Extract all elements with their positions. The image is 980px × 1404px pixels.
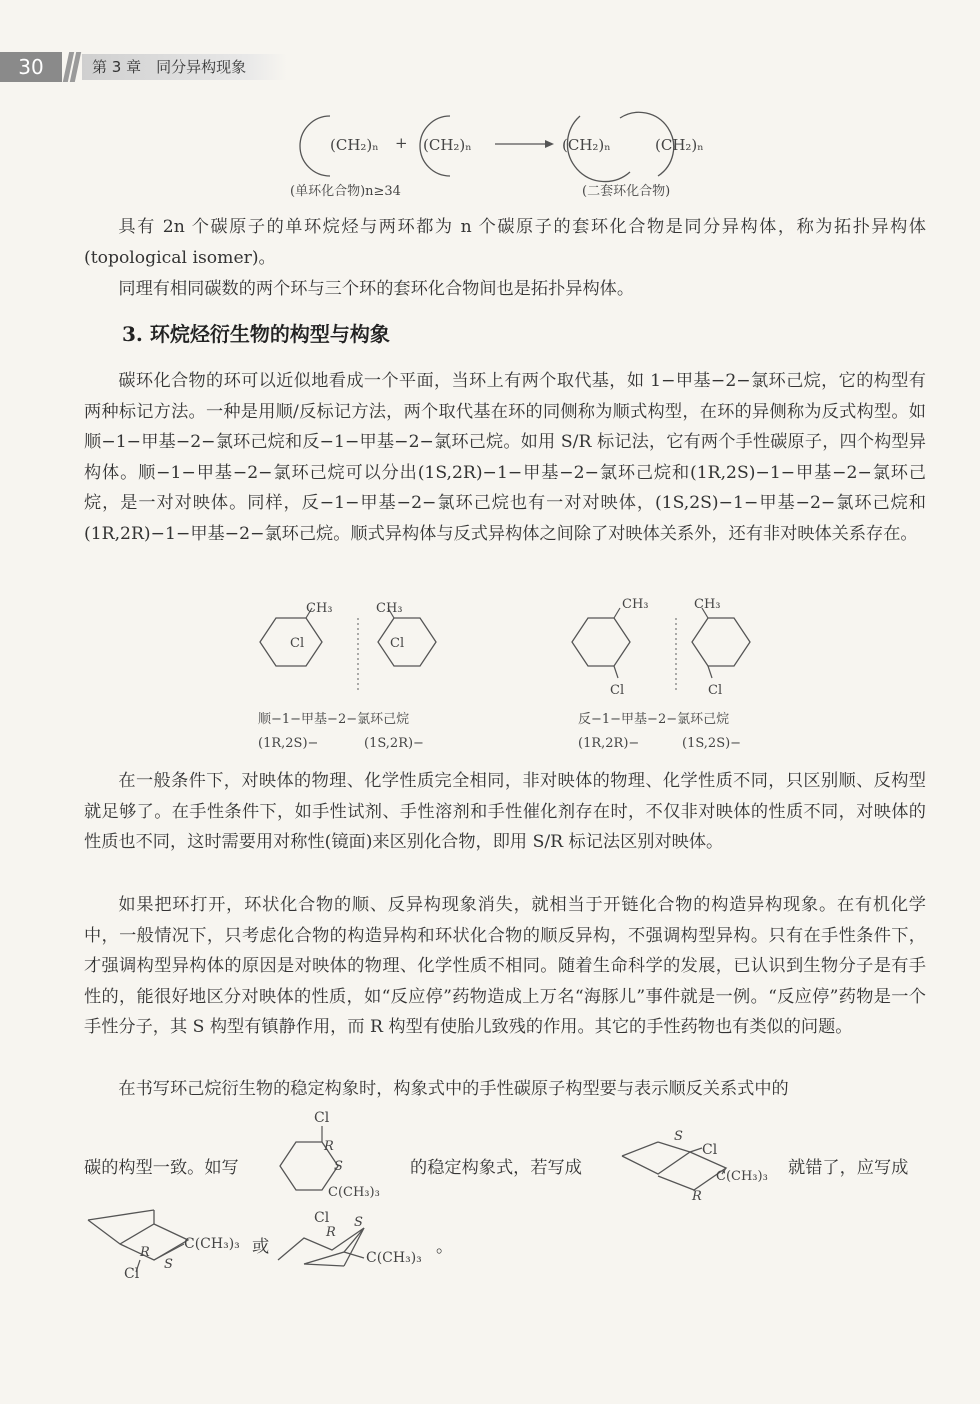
config-s: S [334,1159,343,1174]
trans-left-config: (1R,2R)− [578,736,640,751]
config-r: R [326,1225,336,1240]
hexagon-structure [262,1104,402,1200]
chair-correct-structure-1 [84,1206,274,1284]
trans-right-config: (1S,2S)− [682,736,742,751]
arrow-head [545,140,554,148]
chlorine-label: Cl [290,636,305,651]
ring-label-b: (CH₂)ₙ [423,136,472,154]
chlorine-bond [614,666,618,678]
inline-text: 的稳定构象式，若写成 [410,1158,582,1178]
chlorine-label: Cl [314,1110,330,1126]
inline-text: 就错了，应写成 [788,1158,909,1178]
chair-edge [88,1210,154,1220]
trans-caption: 反−1−甲基−2−氯环己烷 [578,712,730,727]
hexagon-ring [572,618,630,666]
chair-wrong-structure [618,1122,788,1204]
inline-text: 。 [436,1237,454,1257]
tbu-label: C(CH₃)₃ [184,1236,240,1252]
inline-text: 碳的构型一致。如写 [84,1158,239,1178]
hexagon-ring [378,618,436,666]
chlorine-label: Cl [610,683,625,698]
paragraph: 同理有相同碳数的两个环与三个环的套环化合物间也是拓扑异构体。 [118,279,635,299]
methyl-label: CH₃ [306,601,333,616]
paragraph: 在书写环己烷衍生物的稳定构象时，构象式中的手性碳原子构型要与表示顺反关系式中的 [118,1079,789,1099]
config-r: R [324,1139,334,1154]
figure1-caption-left: (单环化合物)n≥34 [290,184,401,199]
chair-ring [88,1220,188,1260]
chapter-title: 第 3 章 同分异构现象 [82,54,287,80]
chlorine-bond [690,1148,702,1152]
methyl-label: CH₃ [622,597,649,612]
tbu-bond [344,1252,364,1258]
ring-arc-a [300,116,330,176]
chlorine-label: Cl [708,683,723,698]
cyclohexane-isomers-figure [250,594,770,704]
config-s: S [354,1215,363,1230]
hexagon-ring [692,618,750,666]
tbu-label: C(CH₃)₃ [366,1250,422,1266]
config-r: R [140,1245,150,1260]
paragraph: 在一般条件下，对映体的物理、化学性质完全相同，非对映体的物理、化学性质不同，只区别顺、反构型就足够了。在手性条件下，如手性试剂、手性溶剂和手性催化剂存在时，不仅非对映体的性质不同，对映体的性质也不同，这时需要用对称性(镜面)来区别化合物，即用 S/R 标记法区别对映体。 [84,771,926,852]
methyl-label: CH₃ [376,601,403,616]
chlorine-label: Cl [124,1266,140,1282]
chair-ring [278,1228,364,1264]
inline-text: 或 [252,1237,270,1257]
cis-left-config: (1R,2S)− [258,736,319,751]
paragraph: 具有 2n 个碳原子的单环烷烃与两环都为 n 个碳原子的套环化合物是同分异构体，称为拓扑异构体(topological isomer)。 [84,217,926,268]
ring-label-a: (CH₂)ₙ [330,136,379,154]
tbu-label: C(CH₃)₃ [716,1169,768,1184]
figure1-caption-right: (二套环化合物) [582,184,671,199]
page-number: 30 [0,52,62,82]
chlorine-label: Cl [390,636,405,651]
methyl-bond [614,608,620,618]
config-s: S [164,1257,173,1272]
chair-edge [304,1264,344,1266]
cis-right-config: (1S,2R)− [364,736,424,751]
paragraph: 如果把环打开，环状化合物的顺、反异构现象消失，就相当于开链化合物的构造异构现象。在有机化学中，一般情况下，只考虑化合物的构造异构和环状化合物的顺反异构，不强调构型异构。只有在手性条件下，才强调构型异构体的原因是对映体的物理、化学性质不相同。随着生命科学的发展，已认识到生物分子是有手性的，能很好地区分对映体的性质，如“反应停”药物造成上万名“海豚儿”事件就是一例。“反应停”药物是一个手性分子，其 S 构型有镇静作用，而 R 构型有使胎儿致残的作用。其它的手性药物也有类似的问题。 [84,895,926,1037]
chlorine-bond [708,666,712,678]
methyl-label: CH₃ [694,597,721,612]
chlorine-label: Cl [314,1210,330,1226]
paragraph: 碳环化合物的环可以近似地看成一个平面，当环上有两个取代基，如 1−甲基−2−氯环己烷，它的构型有两种标记方法。一种是用顺/反标记方法，两个取代基在环的同侧称为顺式构型，在环的异侧称为反式构型。如顺−1−甲基−2−氯环己烷和反−1−甲基−2−氯环己烷。如用 S/R 标记法，它有两个手性碳原子，四个构型异构体。顺−1−甲基−2−氯环己烷可以分出(1S,2R)−1−甲基−2−氯环己烷和(1R,2S)−1−甲基−2−氯环己烷，是一对对映体。同样，反−1−甲基−2−氯环己烷也有一对对映体，(1S,2S)−1−甲基−2−氯环己烷和(1R,2R)−1−甲基−2−氯环己烷。顺式异构体与反式异构体之间除了对映体关系外，还有非对映体关系存在。 [84,371,926,544]
config-r: R [692,1189,702,1204]
chair-edge [344,1228,364,1266]
page-header [0,52,290,82]
ring-label-c: (CH₂)ₙ [562,136,611,154]
chlorine-label: Cl [702,1142,718,1158]
plus-sign: + [395,134,408,152]
config-s: S [674,1129,683,1144]
ring-label-d: (CH₂)ₙ [655,136,704,154]
tbu-label: C(CH₃)₃ [328,1185,380,1200]
chair-edge [622,1142,658,1156]
section-heading: 3. 环烷烃衍生物的构型与构象 [122,322,390,346]
cis-caption: 顺−1−甲基−2−氯环己烷 [258,712,410,727]
